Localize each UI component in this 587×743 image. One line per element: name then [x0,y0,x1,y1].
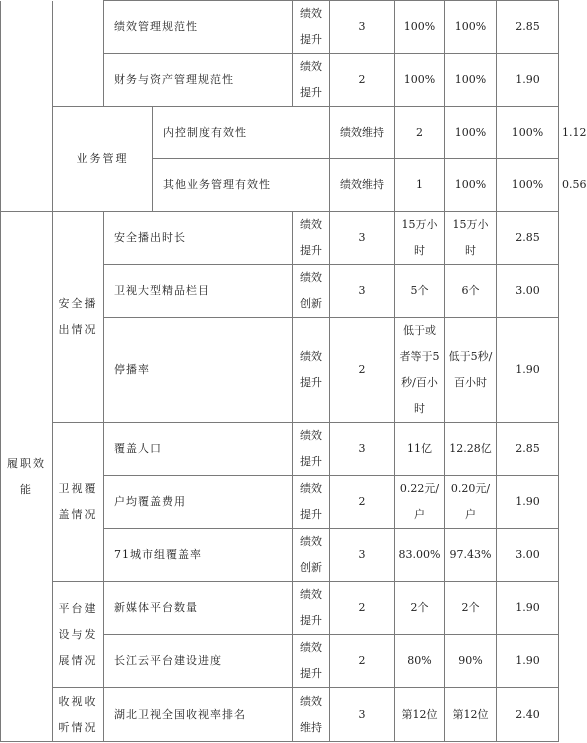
indicator-name: 新媒体平台数量 [104,582,293,635]
indicator-name: 绩效管理规范性 [104,1,293,54]
weight-value: 3 [330,1,395,54]
score-value: 1.90 [497,318,559,423]
actual-value: 15万小时 [445,212,497,265]
score-value: 1.90 [497,476,559,529]
indicator-name: 户均覆盖费用 [104,476,293,529]
weight-value: 3 [330,423,395,476]
indicator-name: 湖北卫视全国收视率排名 [104,688,293,742]
target-value: 11亿 [395,423,445,476]
indicator-name: 71城市组覆盖率 [104,529,293,582]
actual-value: 6个 [445,265,497,318]
target-value: 15万小时 [395,212,445,265]
indicator-name: 长江云平台建设进度 [104,635,293,688]
subcategory-cell [53,1,104,107]
actual-value: 12.28亿 [445,423,497,476]
indicator-name: 内控制度有效性 [153,107,330,159]
indicator-type: 绩效提升 [293,476,330,529]
indicator-type: 绩效提升 [293,582,330,635]
actual-value: 97.43% [445,529,497,582]
table-row [1,423,559,476]
actual-value: 第12位 [445,688,497,742]
target-value: 低于或者等于5秒/百小时 [395,318,445,423]
table-row [1,582,559,635]
target-value: 100% [445,107,497,159]
actual-value: 2个 [445,582,497,635]
weight-value: 1 [395,159,445,212]
target-value: 100% [445,159,497,212]
weight-value: 2 [330,476,395,529]
score-value: 2.85 [497,212,559,265]
score-value: 1.90 [497,582,559,635]
table-row [1,688,559,742]
indicator-type: 绩效维持 [330,107,395,159]
target-value: 83.00% [395,529,445,582]
group-safe-broadcast: 安全播出情况 [53,212,104,423]
indicator-type: 绩效创新 [293,265,330,318]
group-platform-build: 平台建设与发展情况 [53,582,104,688]
target-value: 第12位 [395,688,445,742]
actual-value: 100% [497,107,559,159]
actual-value: 100% [497,159,559,212]
table-row: 其他业务管理有效性 绩效维持 1 100% 100% 0.56 [1,159,559,212]
weight-value: 2 [330,635,395,688]
score-value: 2.40 [497,688,559,742]
target-value: 2个 [395,582,445,635]
indicator-type: 绩效提升 [293,635,330,688]
actual-value: 100% [445,1,497,54]
table-row [1,212,559,265]
actual-value: 0.20元/户 [445,476,497,529]
score-value: 3.00 [497,265,559,318]
indicator-type: 绩效提升 [293,1,330,54]
indicator-type: 绩效提升 [293,212,330,265]
score-value: 2.85 [497,1,559,54]
weight-value: 3 [330,529,395,582]
target-value: 5个 [395,265,445,318]
target-value: 0.22元/户 [395,476,445,529]
table-body [1,1,587,742]
indicator-name: 卫视大型精品栏目 [104,265,293,318]
score-value: 2.85 [497,423,559,476]
group-perf-duty: 履职效能 [1,212,53,742]
table-row [1,1,559,54]
indicator-type: 绩效创新 [293,529,330,582]
weight-value: 2 [330,582,395,635]
weight-value: 3 [330,212,395,265]
actual-value: 低于5秒/百小时 [445,318,497,423]
score-value: 3.00 [497,529,559,582]
weight-value: 3 [330,688,395,742]
indicator-name: 覆盖人口 [104,423,293,476]
weight-value: 3 [330,265,395,318]
target-value: 100% [395,1,445,54]
group-business-mgmt: 业务管理 [53,107,153,212]
indicator-type: 绩效提升 [293,54,330,107]
indicator-name: 其他业务管理有效性 [153,159,330,212]
score-value: 1.90 [497,635,559,688]
indicator-type: 绩效提升 [293,423,330,476]
indicator-name: 安全播出时长 [104,212,293,265]
table-row: 业务管理 内控制度有效性 绩效维持 2 100% 100% 1.12 [1,107,559,159]
indicator-type: 绩效维持 [330,159,395,212]
indicator-type: 绩效维持 [293,688,330,742]
target-value: 80% [395,635,445,688]
weight-value: 2 [330,318,395,423]
target-value: 100% [395,54,445,107]
indicator-type: 绩效提升 [293,318,330,423]
group-satellite-coverage: 卫视覆盖情况 [53,423,104,582]
weight-value: 2 [330,54,395,107]
group-viewership: 收视收听情况 [53,688,104,742]
weight-value: 2 [395,107,445,159]
indicator-name: 停播率 [104,318,293,423]
indicator-name: 财务与资产管理规范性 [104,54,293,107]
actual-value: 100% [445,54,497,107]
score-value: 1.90 [497,54,559,107]
actual-value: 90% [445,635,497,688]
category-cell [1,1,53,212]
